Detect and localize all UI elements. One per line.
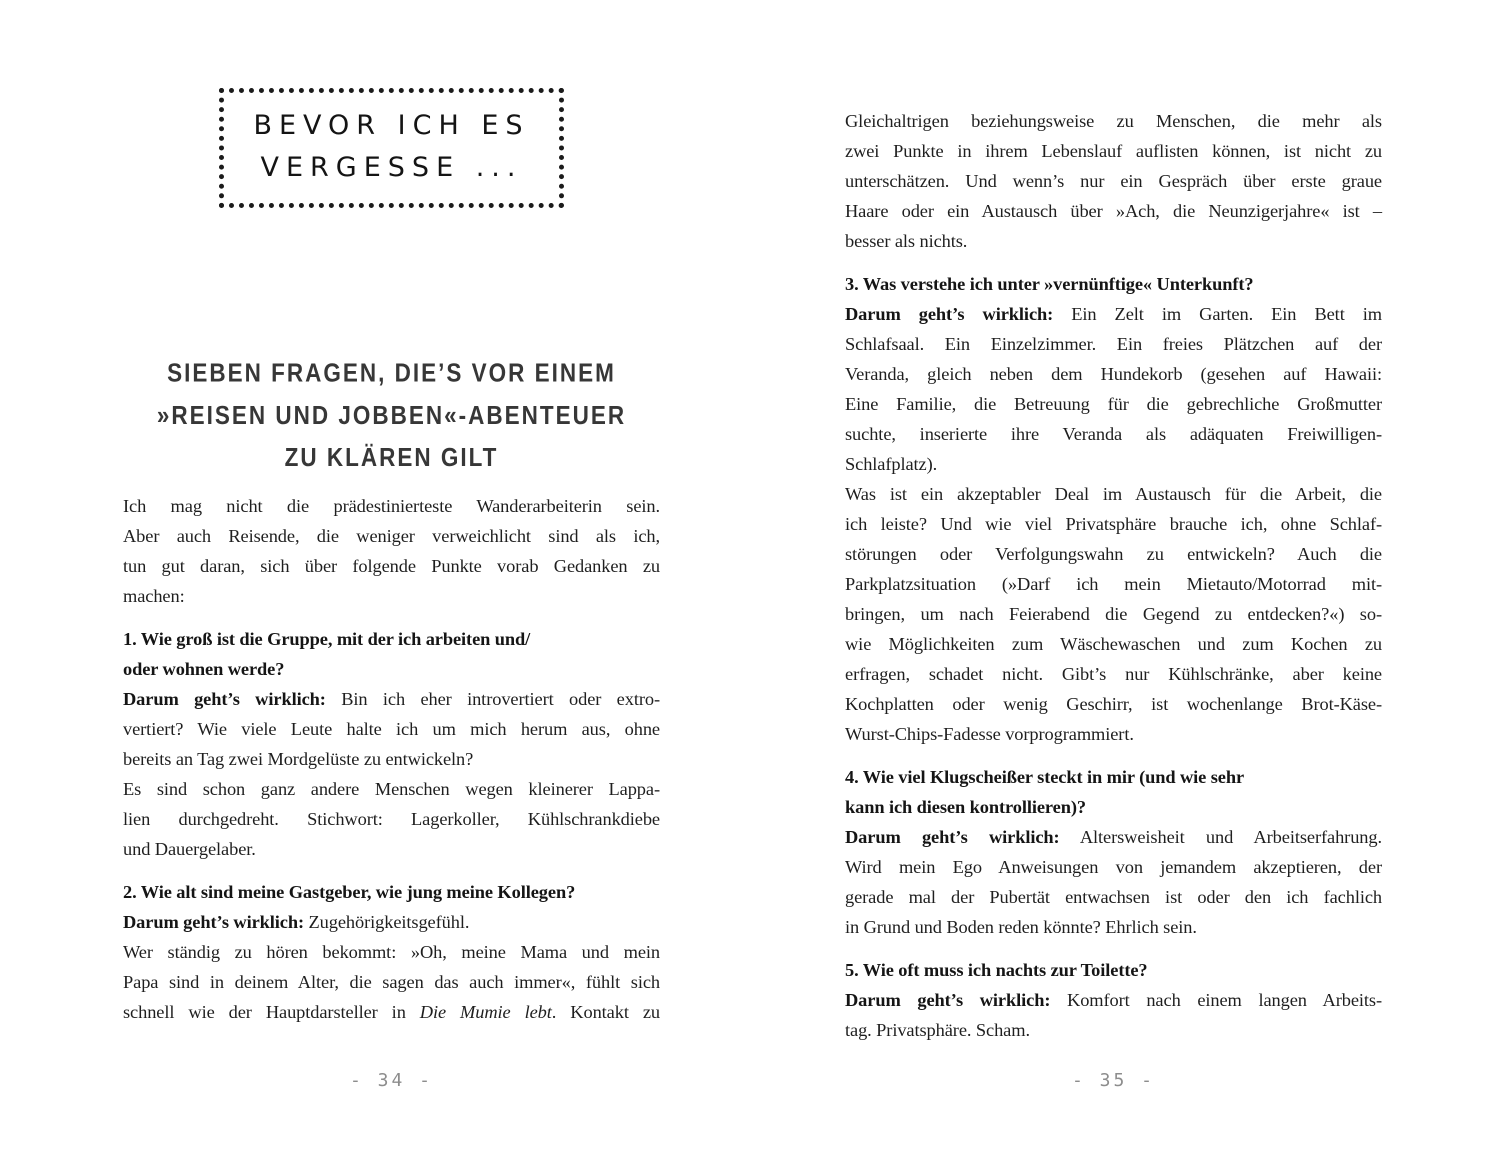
text-line: kann ich diesen kontrollieren)?: [845, 797, 1086, 817]
page-number: - 35 -: [1071, 1070, 1156, 1091]
text-line: unterschätzen. Und wenn’s nur ein Gespräch über erste graue: [845, 171, 1382, 191]
text-line: oder wohnen werde?: [123, 659, 285, 679]
text-line: bereits an Tag zwei Mordgelüste zu entwickeln?: [123, 749, 474, 769]
text-line: Was ist ein akzeptabler Deal im Austausch für die Arbeit, die: [845, 484, 1382, 504]
text-line: gerade mal der Pubertät entwachsen ist oder den ich fachlich: [845, 887, 1382, 907]
text-line: störungen oder Verfolgungswahn zu entwickeln? Auch die: [845, 544, 1382, 564]
paragraph: [123, 684, 660, 774]
paragraph: [845, 299, 1382, 479]
page-left: [123, 0, 660, 1167]
text-line: bringen, um nach Feierabend die Gegend zu entdecken?«) so-: [845, 604, 1382, 624]
question-heading: [845, 955, 1382, 985]
text-line: Schlafplatz).: [845, 454, 938, 474]
before-i-forget-badge: [219, 88, 564, 208]
text-line: in Grund und Boden reden könnte? Ehrlich sein.: [845, 917, 1197, 937]
chapter-title-line: ZU KLÄREN GILT: [284, 443, 499, 472]
text-line: Darum geht’s wirklich: Zugehörigkeitsgefühl.: [123, 912, 470, 932]
text-line: Es sind schon ganz andere Menschen wegen kleinerer Lappa-: [123, 779, 660, 799]
question-heading: [123, 877, 660, 907]
text-line: tag. Privatsphäre. Scham.: [845, 1020, 1030, 1040]
text-line: vertiert? Wie viele Leute halte ich um mich herum aus, ohne: [123, 719, 660, 739]
question-heading: [845, 762, 1382, 822]
paragraph: [123, 937, 660, 1027]
paragraph: [123, 907, 660, 937]
right-page-body: [845, 106, 1382, 1045]
text-line: wie Möglichkeiten zum Wäschewaschen und zum Kochen zu: [845, 634, 1382, 654]
paragraph: [845, 106, 1382, 256]
text-line: Gleichaltrigen beziehungsweise zu Menschen, die mehr als: [845, 111, 1382, 131]
text-line: Veranda, gleich neben dem Hundekorb (gesehen auf Hawaii:: [845, 364, 1382, 384]
paragraph: [845, 822, 1382, 942]
text-line: Parkplatzsituation (»Darf ich mein Mietauto/Motorrad mit-: [845, 574, 1382, 594]
text-line: 3. Was verstehe ich unter »vernünftige« Unterkunft?: [845, 274, 1254, 294]
text-line: Wurst-Chips-Fadesse vorprogrammiert.: [845, 724, 1134, 744]
text-line: Darum geht’s wirklich: Bin ich eher introvertiert oder extro-: [123, 689, 660, 709]
text-line: machen:: [123, 586, 185, 606]
text-line: Darum geht’s wirklich: Altersweisheit und Arbeitserfahrung.: [845, 827, 1382, 847]
paragraph: [123, 491, 660, 611]
chapter-title-line: SIEBEN FRAGEN, DIE’S VOR EINEM: [167, 358, 616, 388]
left-page-body: [123, 491, 660, 1027]
paragraph: [845, 479, 1382, 749]
text-line: Ich mag nicht die prädestinierteste Wanderarbeiterin sein.: [123, 496, 660, 516]
text-line: Schlafsaal. Ein Einzelzimmer. Ein freies Plätzchen auf der: [845, 334, 1382, 354]
text-line: Darum geht’s wirklich: Ein Zelt im Garten. Ein Bett im: [845, 304, 1382, 324]
text-line: Papa sind in deinem Alter, die sagen das auch immer«, fühlt sich: [123, 972, 660, 992]
text-line: besser als nichts.: [845, 231, 968, 251]
question-heading: [123, 624, 660, 684]
text-line: 1. Wie groß ist die Gruppe, mit der ich arbeiten und/: [123, 629, 531, 649]
text-line: ich leiste? Und wie viel Privatsphäre brauche ich, ohne Schlaf-: [845, 514, 1382, 534]
chapter-title: [123, 352, 660, 479]
text-line: 2. Wie alt sind meine Gastgeber, wie jung meine Kollegen?: [123, 882, 576, 902]
text-line: suchte, inserierte ihre Veranda als adäquaten Freiwilligen-: [845, 424, 1382, 444]
question-heading: [845, 269, 1382, 299]
text-line: lien durchgedreht. Stichwort: Lagerkoller, Kühlschrankdiebe: [123, 809, 660, 829]
text-line: Kochplatten oder wenig Geschirr, ist wochenlange Brot-Käse-: [845, 694, 1382, 714]
text-line: 5. Wie oft muss ich nachts zur Toilette?: [845, 960, 1148, 980]
text-line: Wird mein Ego Anweisungen von jemandem akzeptieren, der: [845, 857, 1382, 877]
text-line: Aber auch Reisende, die weniger verweichlicht sind als ich,: [123, 526, 660, 546]
page-number: - 34 -: [349, 1070, 434, 1091]
page-right: [845, 0, 1382, 1167]
text-line: tun gut daran, sich über folgende Punkte vorab Gedanken zu: [123, 556, 660, 576]
text-line: schnell wie der Hauptdarsteller in Die Mumie lebt. Kontakt zu: [123, 1002, 660, 1022]
paragraph: [123, 774, 660, 864]
badge-text-line: BEVOR ICH ES: [253, 110, 530, 141]
text-line: Darum geht’s wirklich: Komfort nach einem langen Arbeits-: [845, 990, 1382, 1010]
text-line: Haare oder ein Austausch über »Ach, die Neunzigerjahre« ist –: [845, 201, 1382, 221]
paragraph: [845, 985, 1382, 1045]
text-line: zwei Punkte in ihrem Lebenslauf auflisten können, ist nicht zu: [845, 141, 1382, 161]
text-line: Wer ständig zu hören bekommt: »Oh, meine Mama und mein: [123, 942, 660, 962]
chapter-title-line: »REISEN UND JOBBEN«-ABENTEUER: [156, 401, 627, 430]
text-line: erfragen, schadet nicht. Gibt’s nur Kühlschränke, aber keine: [845, 664, 1382, 684]
badge-text-line: VERGESSE ...: [260, 152, 523, 183]
text-line: 4. Wie viel Klugscheißer steckt in mir (und wie sehr: [845, 767, 1245, 787]
text-line: Eine Familie, die Betreuung für die gebrechliche Großmutter: [845, 394, 1382, 414]
text-line: und Dauergelaber.: [123, 839, 256, 859]
